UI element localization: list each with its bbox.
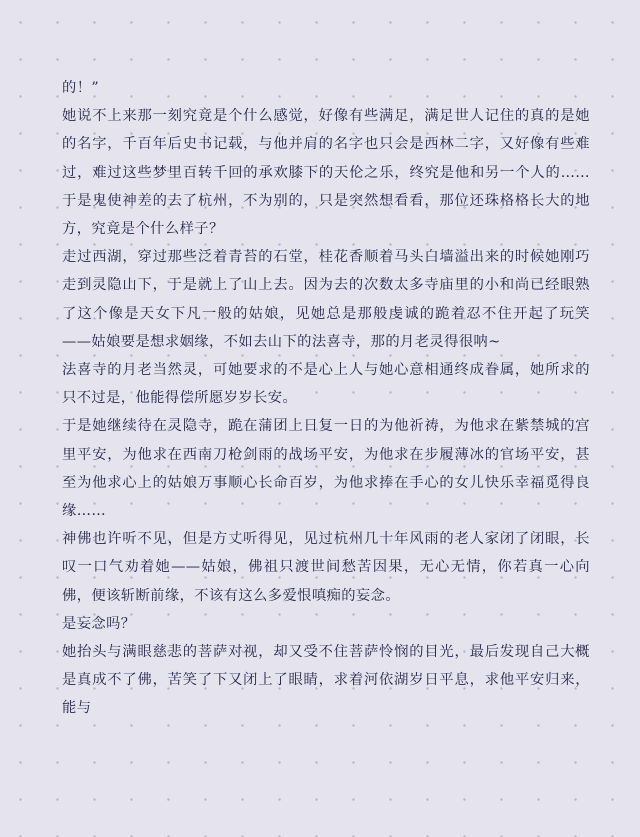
paragraph: 她抬头与满眼慈悲的菩萨对视，却又受不住菩萨怜悯的目光，最后发现自己大概是真成不了佛，苦笑了下又闭上了眼睛，求着河依湖岁日平息，求他平安归来，能与 bbox=[62, 644, 590, 717]
paragraph: 于是她继续待在灵隐寺，跪在蒲团上日复一日的为他祈祷，为他求在紫禁城的宫里平安，为他求在西南刀枪剑雨的战场平安，为他求在步履薄冰的官场平安，甚至为他求心上的姑娘万事顺心长命百岁，为他求捧在手心的女儿快乐幸福觅得良缘…… bbox=[62, 418, 590, 520]
paragraph: 的！” bbox=[62, 80, 100, 96]
paragraph: 走过西湖，穿过那些泛着青苔的石堂，桂花香顺着马头白墙溢出来的时候她刚巧走到灵隐山下，于是就上了山上去。因为去的次数太多寺庙里的小和尚已经眼熟了这个像是天女下凡一般的姑娘，见她总是那般虔诚的跪着忍不住开起了玩笑——姑娘要是想求姻缘，不如去山下的法喜寺，那的月老灵得很呐~ bbox=[62, 249, 590, 350]
paragraph: 神佛也许听不见，但是方丈听得见，见过杭州几十年风雨的老人家闭了闭眼，长叹一口气劝着她——姑娘，佛祖只渡世间愁苦因果，无心无情，你若真一心向佛，便该斩断前缘，不该有这么多爱恨嗔痴的妄念。 bbox=[62, 531, 590, 604]
paragraph: 法喜寺的月老当然灵，可她要求的不是心上人与她心意相通终成眷属，她所求的只不过是，他能得偿所愿岁岁长安。 bbox=[62, 362, 590, 407]
paragraph: 她说不上来那一刻究竟是个什么感觉，好像有些满足，满足世人记住的真的是她的名字，千百年后史书记载，与他并肩的名字也只会是西林二字，又好像有些难过，难过这些梦里百转千回的承欢膝下的天伦之乐，终究是他和另一个人的……于是鬼使神差的去了杭州，不为别的，只是突然想看看，那位还珠格格长大的地方，究竟是个什么样子？ bbox=[62, 108, 590, 238]
document-body bbox=[62, 74, 590, 723]
paragraph: 是妄念吗？ bbox=[62, 615, 136, 632]
